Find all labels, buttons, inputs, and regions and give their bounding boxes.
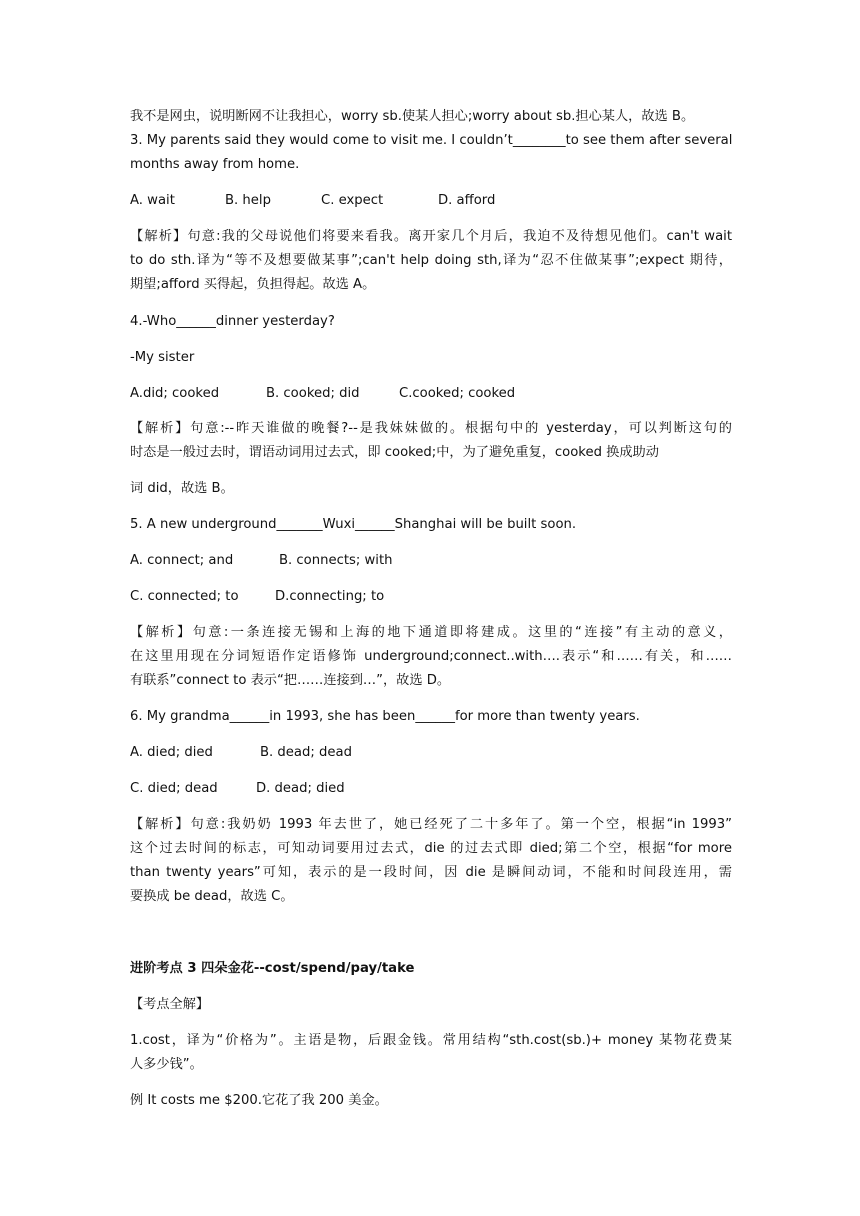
- cost-explanation-line: 人多少钱”。: [130, 1057, 203, 1072]
- question-6-stem: 6. My grandma______in 1993, she has been______for more than twenty years.: [130, 709, 640, 724]
- analysis-6-line: 要换成 be dead，故选 C。: [130, 889, 294, 904]
- analysis-3-line: 【解析】句意:我的父母说他们将要来看我。离开家几个月后，我迫不及待想见他们。can't wait: [130, 229, 732, 244]
- option-c: C.cooked; cooked: [399, 386, 516, 401]
- text-line: 我不是网虫，说明断网不让我担心，worry sb.使某人担心;worry about sb.担心某人，故选 B。: [130, 109, 695, 124]
- analysis-6-line: than twenty years”可知，表示的是一段时间，因 die 是瞬间动词，不能和时间段连用，需: [130, 865, 732, 880]
- analysis-6-line: 【解析】句意:我奶奶 1993 年去世了，她已经死了二十多年了。第一个空，根据“in 1993”: [130, 817, 732, 832]
- question-3-stem: 3. My parents said they would come to visit me. I couldn’t________to see them after several: [130, 133, 733, 148]
- option-d: D. afford: [438, 193, 496, 208]
- option-b: B. connects; with: [279, 553, 393, 568]
- option-a: A. connect; and: [130, 553, 234, 568]
- analysis-4-line: 词 did，故选 B。: [130, 481, 234, 496]
- cost-explanation-line: 1.cost，译为“价格为”。主语是物，后跟金钱。常用结构“sth.cost(sb.)+ money 某物花费某: [130, 1033, 732, 1048]
- question-5-stem: 5. A new underground_______Wuxi______Shanghai will be built soon.: [130, 517, 577, 532]
- analysis-4-line: 时态是一般过去时，谓语动词用过去式，即 cooked;中，为了避免重复，cooked 换成助动: [130, 445, 659, 460]
- option-a: A.did; cooked: [130, 386, 220, 401]
- analysis-6-line: 这个过去时间的标志，可知动词要用过去式，die 的过去式即 died;第二个空，根据“for more: [130, 841, 732, 856]
- option-b: B. help: [225, 193, 271, 208]
- analysis-5-line: 【解析】句意:一条连接无锡和上海的地下通道即将建成。这里的“连接”有主动的意义，: [130, 625, 732, 640]
- option-c: C. died; dead: [130, 781, 218, 796]
- option-a: A. wait: [130, 193, 175, 208]
- analysis-3-line: 期望;afford 买得起，负担得起。故选 A。: [130, 277, 376, 292]
- option-c: C. expect: [321, 193, 384, 208]
- question-3-stem-cont: months away from home.: [130, 157, 300, 172]
- question-4-answer-line: -My sister: [130, 350, 195, 365]
- analysis-4-line: 【解析】句意:--昨天谁做的晚餐?--是我妹妹做的。根据句中的 yesterday，可以判断这句的: [130, 421, 732, 436]
- section-heading: 进阶考点 3 四朵金花--cost/spend/pay/take: [130, 961, 415, 976]
- option-b: B. dead; dead: [260, 745, 352, 760]
- option-d: D. dead; died: [256, 781, 345, 796]
- subsection-heading: 【考点全解】: [130, 997, 210, 1012]
- option-d: D.connecting; to: [275, 589, 385, 604]
- analysis-5-line: 在这里用现在分词短语作定语修饰 underground;connect..with….表示“和……有关，和……: [130, 649, 732, 664]
- option-b: B. cooked; did: [266, 386, 360, 401]
- option-c: C. connected; to: [130, 589, 239, 604]
- question-4-stem: 4.-Who______dinner yesterday?: [130, 314, 335, 329]
- example-sentence: 例 It costs me $200.它花了我 200 美金。: [130, 1093, 388, 1108]
- analysis-5-line: 有联系”connect to 表示“把……连接到…”，故选 D。: [130, 673, 451, 688]
- analysis-3-line: to do sth.译为“等不及想要做某事”;can't help doing sth,译为“忍不住做某事”;expect 期待，: [130, 253, 732, 268]
- option-a: A. died; died: [130, 745, 213, 760]
